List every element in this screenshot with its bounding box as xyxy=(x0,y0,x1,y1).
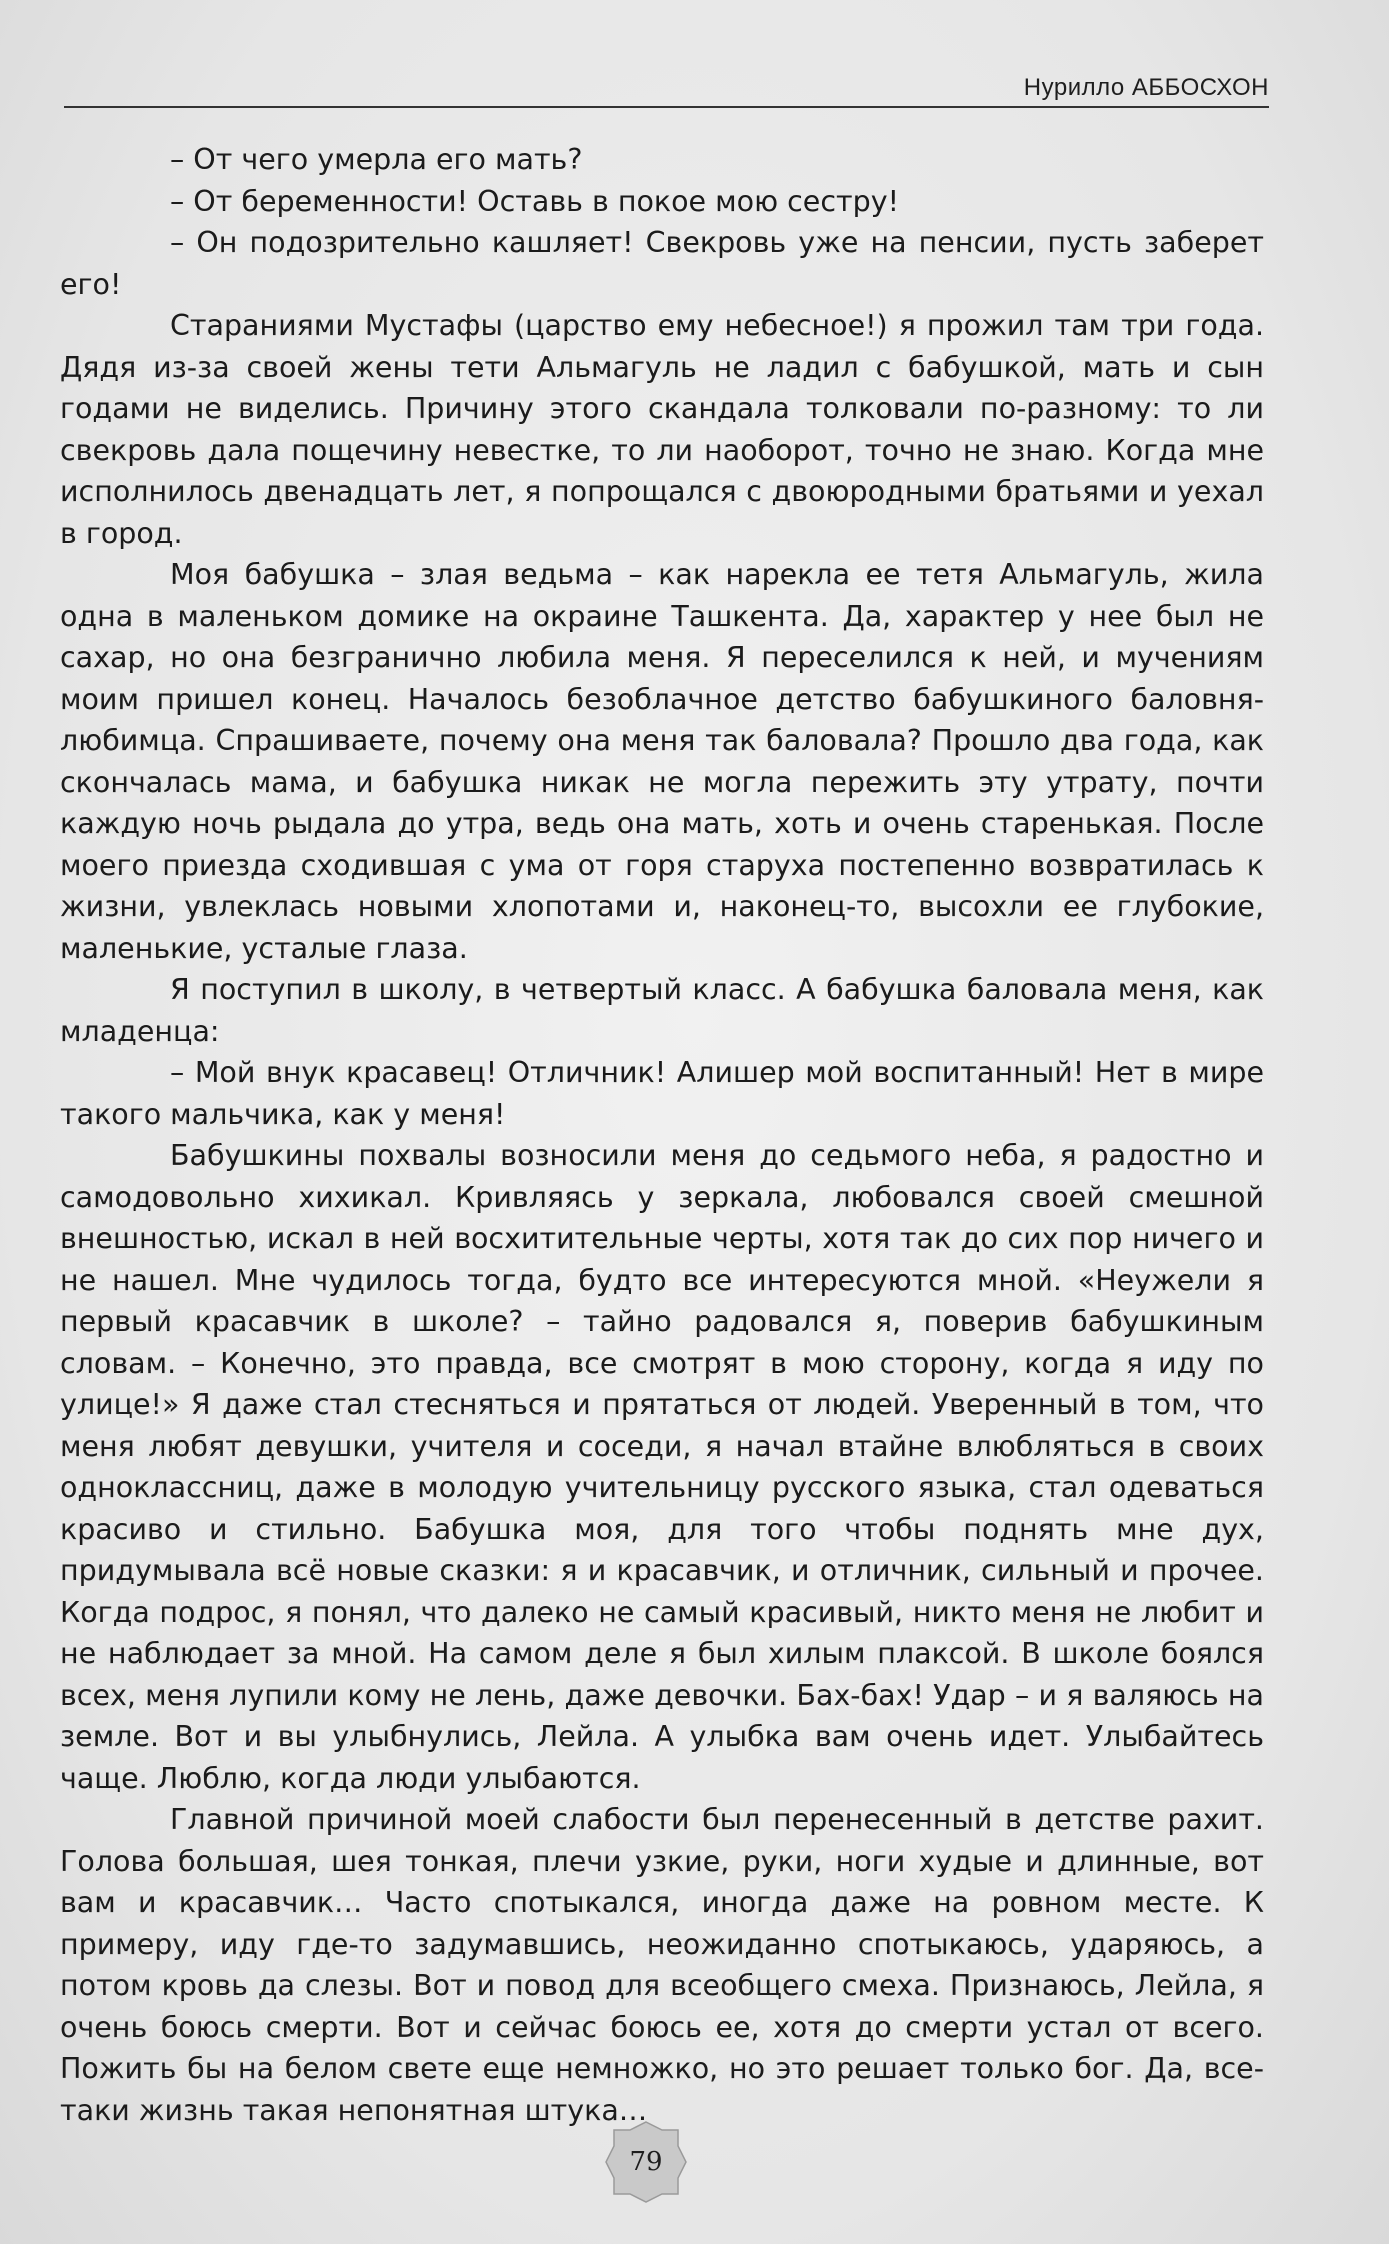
paragraph: Главной причиной моей слабости был перенесенный в детстве рахит. Голова большая, шея тонкая, плечи узкие, руки, ноги худые и длинные, вот вам и красавчик… Часто спотыкался, иногда даже на ровном месте. К примеру, иду где-то задумавшись, неожиданно спотыкаюсь, ударяюсь, а потом кровь да слезы. Вот и повод для всеобщего смеха. Признаюсь, Лейла, я очень боюсь смерти. Вот и сейчас боюсь ее, хотя до смерти устал от всего. Пожить бы на белом свете еще немножко, но это решает только бог. Да, все-таки жизнь такая непонятная штука… xyxy=(60,1803,1264,2127)
paragraph: Я поступил в школу, в четвертый класс. А бабушка баловала меня, как младенца: xyxy=(60,973,1264,1048)
running-header xyxy=(64,68,1269,108)
page-number-badge xyxy=(604,2120,688,2204)
paragraph: – От беременности! Оставь в покое мою сестру! xyxy=(170,184,899,218)
paragraph: – От чего умерла его мать? xyxy=(170,143,583,176)
page-body xyxy=(60,139,1264,2131)
paragraph: Моя бабушка – злая ведьма – как нарекла ее тетя Альмагуль, жила одна в маленьком домике на окраине Ташкента. Да, характер у нее был не сахар, но она безгранично любила меня. Я переселился к ней, и мучениям моим пришел конец. Началось безоблачное детство бабушкиного баловня-любимца. Спрашиваете, почему она меня так баловала? Прошло два года, как скончалась мама, и бабушка никак не могла пережить эту утрату, почти каждую ночь рыдала до утра, ведь она мать, хоть и очень старенькая. После моего приезда сходившая с ума от горя старуха постепенно возвратилась к жизни, увлеклась новыми хлопотами и, наконец-то, высохли ее глубокие, маленькие, усталые глаза. xyxy=(60,558,1264,965)
paragraph: – Мой внук красавец! Отличник! Алишер мой воспитанный! Нет в мире такого мальчика, как у меня! xyxy=(60,1056,1264,1131)
paragraph: Стараниями Мустафы (царство ему небесное!) я прожил там три года. Дядя из-за своей жены тети Альмагуль не ладил с бабушкой, мать и сын годами не виделись. Причину этого скандала толковали по-разному: то ли свекровь дала пощечину невестке, то ли наоборот, точно не знаю. Когда мне исполнилось двенадцать лет, я попрощался с двоюродными братьями и уехал в город. xyxy=(60,309,1264,550)
header-author: Нурилло АББОСХОН xyxy=(1023,74,1269,101)
paragraph: Бабушкины похвалы возносили меня до седьмого неба, я радостно и самодовольно хихикал. Кривляясь у зеркала, любовался своей смешной внешностью, искал в ней восхитительные черты, хотя так до сих пор ничего и не нашел. Мне чудилось тогда, будто все интересуются мной. «Неужели я первый красавчик в школе? – тайно радовался я, поверив бабушкиным словам. – Конечно, это правда, все смотрят в мою сторону, когда я иду по улице!» Я даже стал стесняться и прятаться от людей. Уверенный в том, что меня любят девушки, учителя и соседи, я начал втайне влюбляться в своих одноклассниц, даже в молодую учительницу русского языка, стал одеваться красиво и стильно. Бабушка моя, для того чтобы поднять мне дух, придумывала всё новые сказки: я и красавчик, и отличник, сильный и прочее. Когда подрос, я понял, что далеко не самый красивый, никто меня не любит и не наблюдает за мной. На самом деле я был хилым плаксой. В школе боялся всех, меня лупили кому не лень, даже девочки. Бах-бах! Удар – и я валяюсь на земле. Вот и вы улыбнулись, Лейла. А улыбка вам очень идет. Улыбайтесь чаще. Люблю, когда люди улыбаются. xyxy=(60,1139,1264,1795)
paragraph: – Он подозрительно кашляет! Свекровь уже на пенсии, пусть заберет его! xyxy=(60,226,1264,301)
page-number: 79 xyxy=(629,2147,663,2177)
